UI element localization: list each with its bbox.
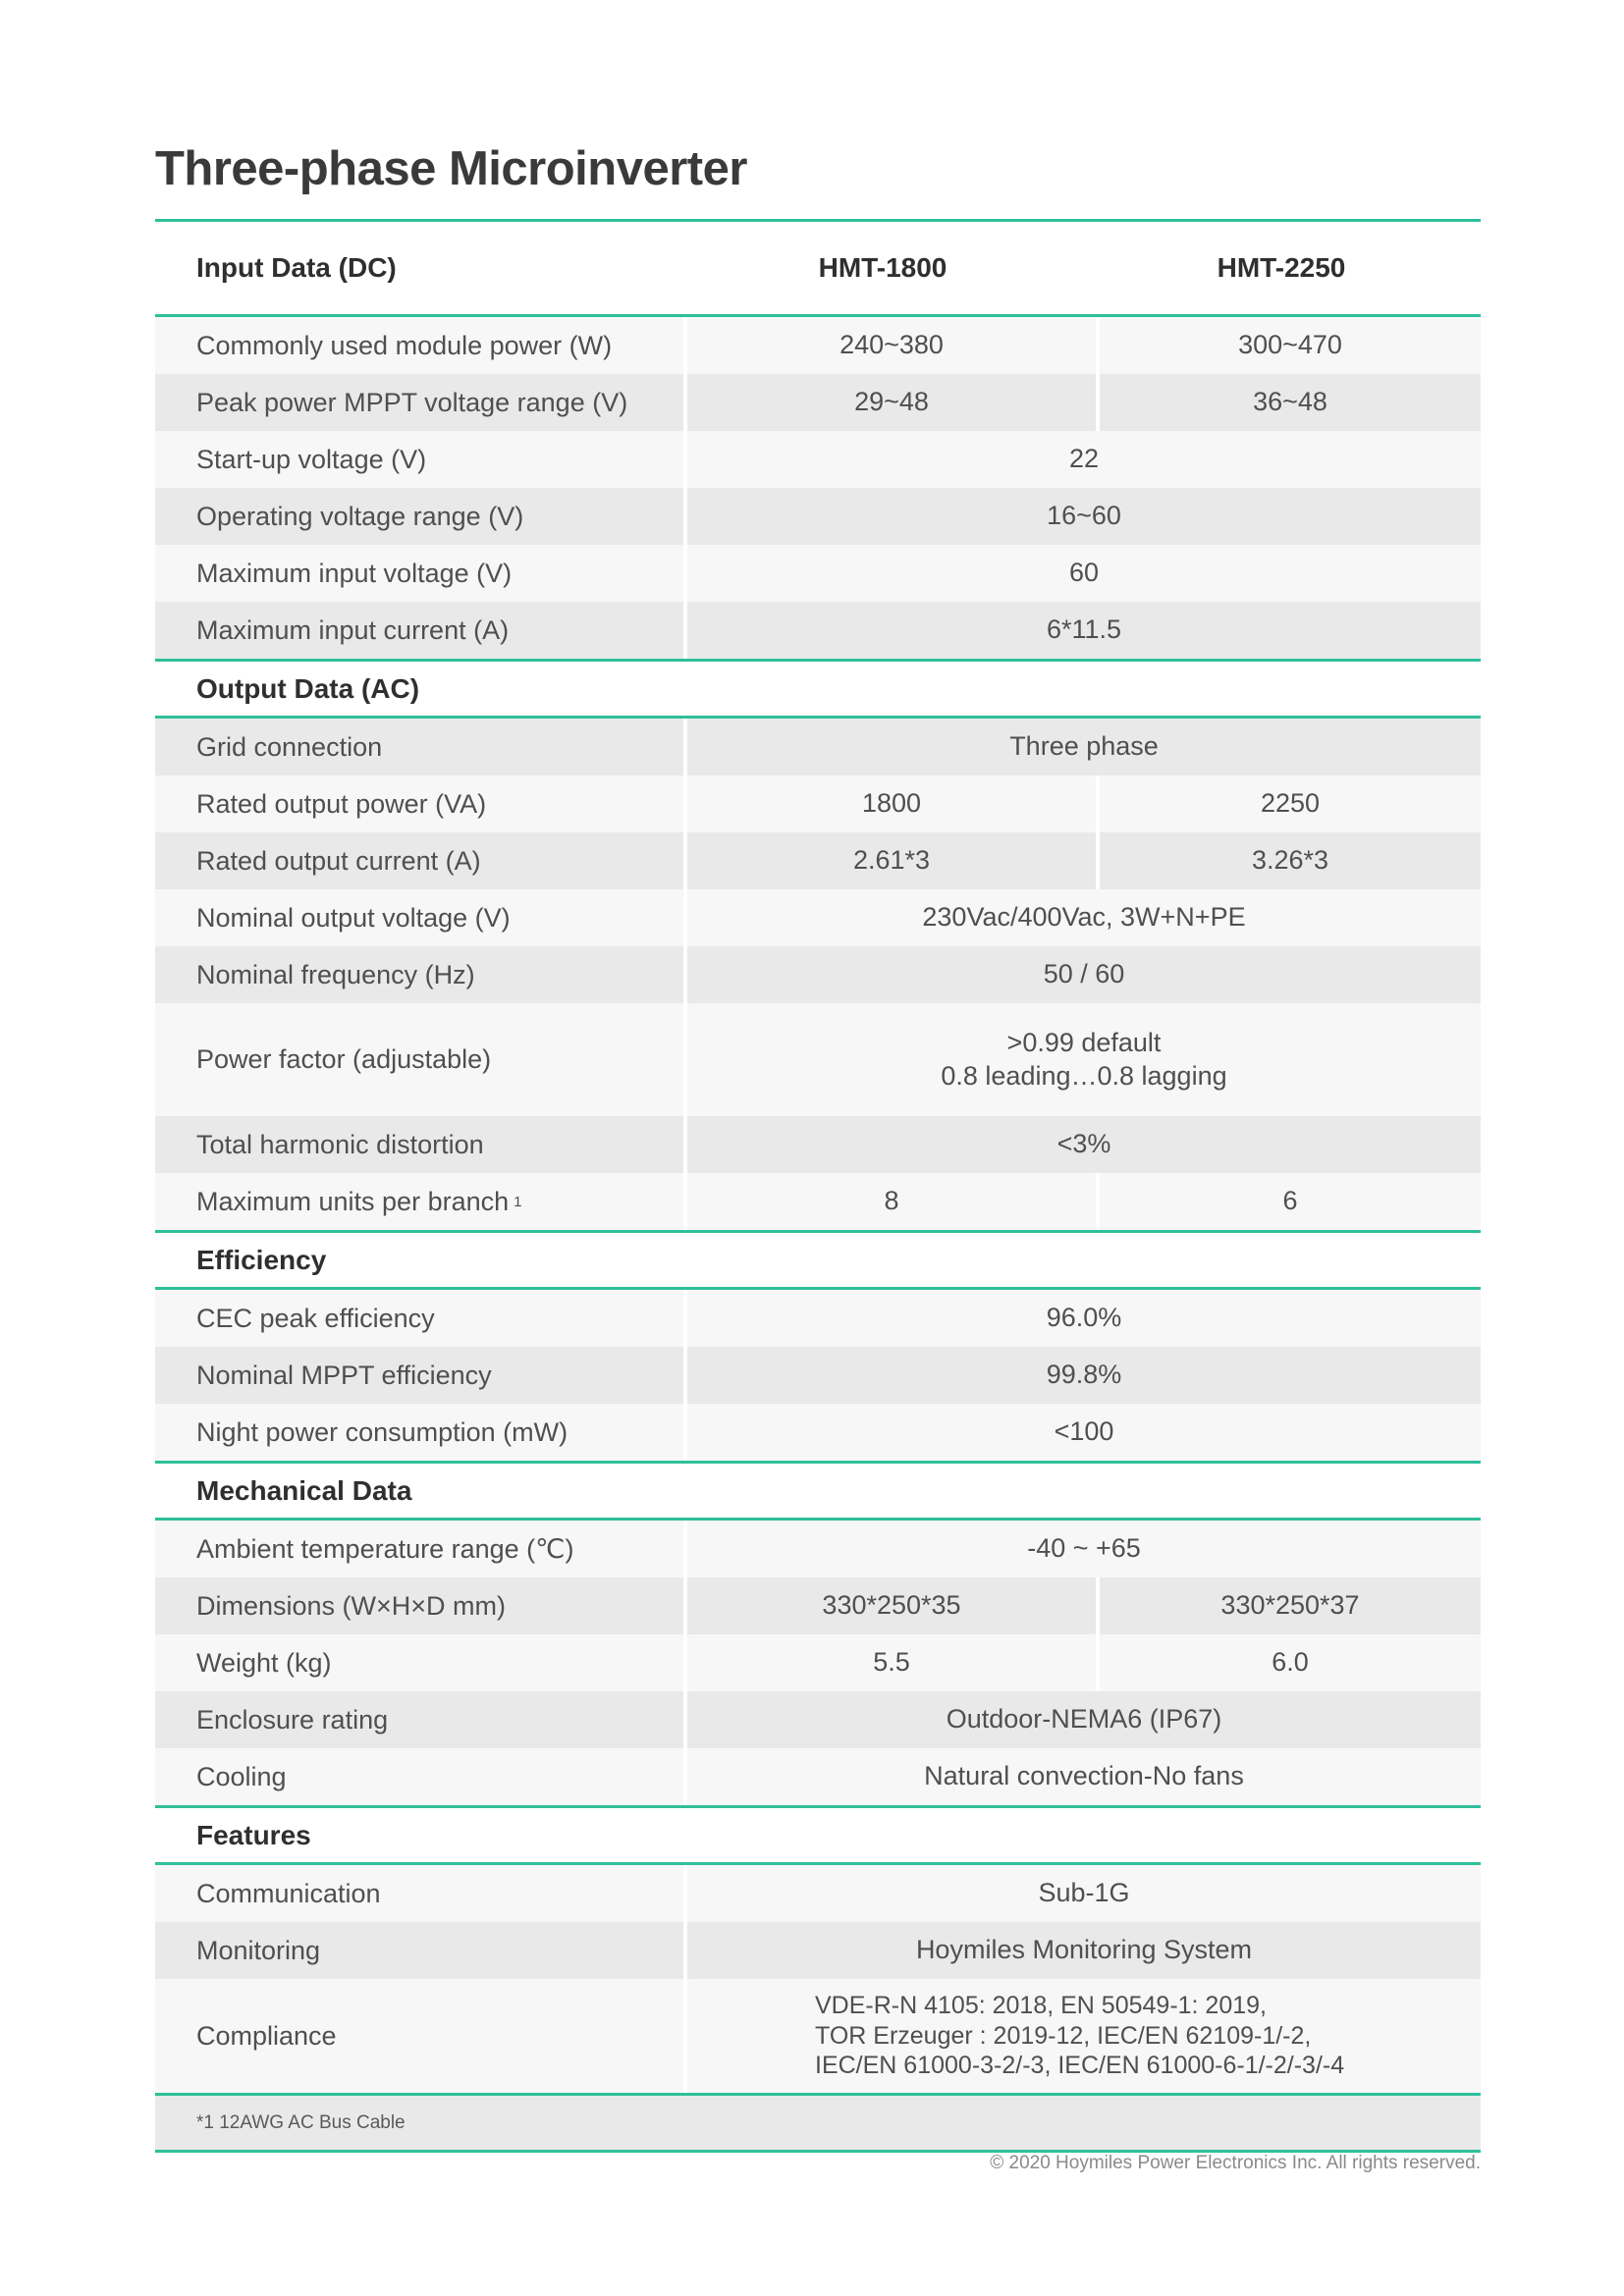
row-label: Nominal output voltage (V) [155, 889, 683, 946]
spec-table [155, 219, 1481, 2153]
value-shared: Natural convection-No fans [687, 1748, 1481, 1805]
table-row [155, 1979, 1481, 2093]
value-shared: Hoymiles Monitoring System [687, 1922, 1481, 1979]
value-line: IEC/EN 61000-3-2/-3, IEC/EN 61000-6-1/-2/-3/-4 [815, 2052, 1345, 2080]
value-shared: Outdoor-NEMA6 (IP67) [687, 1691, 1481, 1748]
value-model-a: 1800 [687, 775, 1096, 832]
section-heading: Efficiency [155, 1233, 1481, 1287]
table-row [155, 1404, 1481, 1461]
section-heading: Features [155, 1808, 1481, 1862]
table-row [155, 1922, 1481, 1979]
table-row [155, 1748, 1481, 1805]
table-row [155, 1521, 1481, 1577]
row-label: Night power consumption (mW) [155, 1404, 683, 1461]
table-row [155, 1865, 1481, 1922]
row-label-text: Maximum units per branch [196, 1186, 510, 1216]
value-model-b: 300~470 [1100, 317, 1481, 374]
row-label: Start-up voltage (V) [155, 431, 683, 488]
table-row [155, 488, 1481, 545]
row-label: Nominal MPPT efficiency [155, 1347, 683, 1404]
row-label: Rated output power (VA) [155, 775, 683, 832]
header-label: Input Data (DC) [196, 252, 397, 283]
value-model-a: 5.5 [687, 1634, 1096, 1691]
value-shared: 230Vac/400Vac, 3W+N+PE [687, 889, 1481, 946]
value-shared: 22 [687, 431, 1481, 488]
value-shared [687, 1003, 1481, 1116]
row-label: CEC peak efficiency [155, 1290, 683, 1347]
value-shared: 50 / 60 [687, 946, 1481, 1003]
value-shared: 99.8% [687, 1347, 1481, 1404]
value-line: VDE-R-N 4105: 2018, EN 50549-1: 2019, [815, 1992, 1267, 2020]
row-label: Ambient temperature range (℃) [155, 1521, 683, 1577]
table-header [155, 222, 1481, 314]
value-model-b: 6 [1100, 1173, 1481, 1230]
value-model-a: 240~380 [687, 317, 1096, 374]
row-label: Cooling [155, 1748, 683, 1805]
row-label: Maximum input voltage (V) [155, 545, 683, 602]
value-shared: Three phase [687, 719, 1481, 775]
value-shared: 60 [687, 545, 1481, 602]
row-label: Communication [155, 1865, 683, 1922]
value-line: TOR Erzeuger : 2019-12, IEC/EN 62109-1/-2, [815, 2021, 1312, 2050]
value-model-b: 3.26*3 [1100, 832, 1481, 889]
value-shared: <3% [687, 1116, 1481, 1173]
table-row [155, 1691, 1481, 1748]
table-row [155, 889, 1481, 946]
value-model-a: 29~48 [687, 374, 1096, 431]
table-row [155, 431, 1481, 488]
row-label: Total harmonic distortion [155, 1116, 683, 1173]
row-label: Compliance [155, 1979, 683, 2093]
value-model-a: 8 [687, 1173, 1096, 1230]
table-row [155, 317, 1481, 374]
value-shared [687, 1979, 1481, 2093]
table-row [155, 1634, 1481, 1691]
row-label: Maximum input current (A) [155, 602, 683, 659]
value-line: >0.99 default [1006, 1027, 1162, 1057]
table-row [155, 719, 1481, 775]
value-model-a: 330*250*35 [687, 1577, 1096, 1634]
row-label: Grid connection [155, 719, 683, 775]
table-row [155, 1577, 1481, 1634]
value-shared: -40 ~ +65 [687, 1521, 1481, 1577]
copyright-notice: © 2020 Hoymiles Power Electronics Inc. All rights reserved. [990, 2153, 1481, 2173]
section-heading: Mechanical Data [155, 1464, 1481, 1518]
page-title: Three-phase Microinverter [155, 142, 747, 195]
footnote-marker: 1 [514, 1193, 522, 1210]
header-model-a: HMT-1800 [818, 252, 947, 283]
table-row [155, 374, 1481, 431]
value-model-b: 36~48 [1100, 374, 1481, 431]
value-model-b: 6.0 [1100, 1634, 1481, 1691]
row-label [155, 1173, 683, 1230]
value-model-b: 2250 [1100, 775, 1481, 832]
table-row [155, 1290, 1481, 1347]
row-label: Nominal frequency (Hz) [155, 946, 683, 1003]
row-label: Peak power MPPT voltage range (V) [155, 374, 683, 431]
row-label: Commonly used module power (W) [155, 317, 683, 374]
table-row [155, 832, 1481, 889]
value-shared: 16~60 [687, 488, 1481, 545]
table-row [155, 775, 1481, 832]
section-heading: Output Data (AC) [155, 662, 1481, 716]
table-row [155, 602, 1481, 659]
table-row [155, 1173, 1481, 1230]
row-label: Monitoring [155, 1922, 683, 1979]
value-shared: 96.0% [687, 1290, 1481, 1347]
row-label: Power factor (adjustable) [155, 1003, 683, 1116]
row-label: Operating voltage range (V) [155, 488, 683, 545]
value-model-a: 2.61*3 [687, 832, 1096, 889]
value-line: 0.8 leading…0.8 lagging [941, 1060, 1227, 1091]
row-label: Weight (kg) [155, 1634, 683, 1691]
footnote: *1 12AWG AC Bus Cable [155, 2096, 1481, 2150]
table-row [155, 1347, 1481, 1404]
value-shared: <100 [687, 1404, 1481, 1461]
header-model-b: HMT-2250 [1217, 252, 1346, 283]
value-shared: Sub-1G [687, 1865, 1481, 1922]
value-shared: 6*11.5 [687, 602, 1481, 659]
table-row [155, 545, 1481, 602]
row-label: Enclosure rating [155, 1691, 683, 1748]
row-label: Dimensions (W×H×D mm) [155, 1577, 683, 1634]
table-row [155, 1003, 1481, 1116]
table-row [155, 946, 1481, 1003]
row-label: Rated output current (A) [155, 832, 683, 889]
table-row [155, 1116, 1481, 1173]
value-model-b: 330*250*37 [1100, 1577, 1481, 1634]
